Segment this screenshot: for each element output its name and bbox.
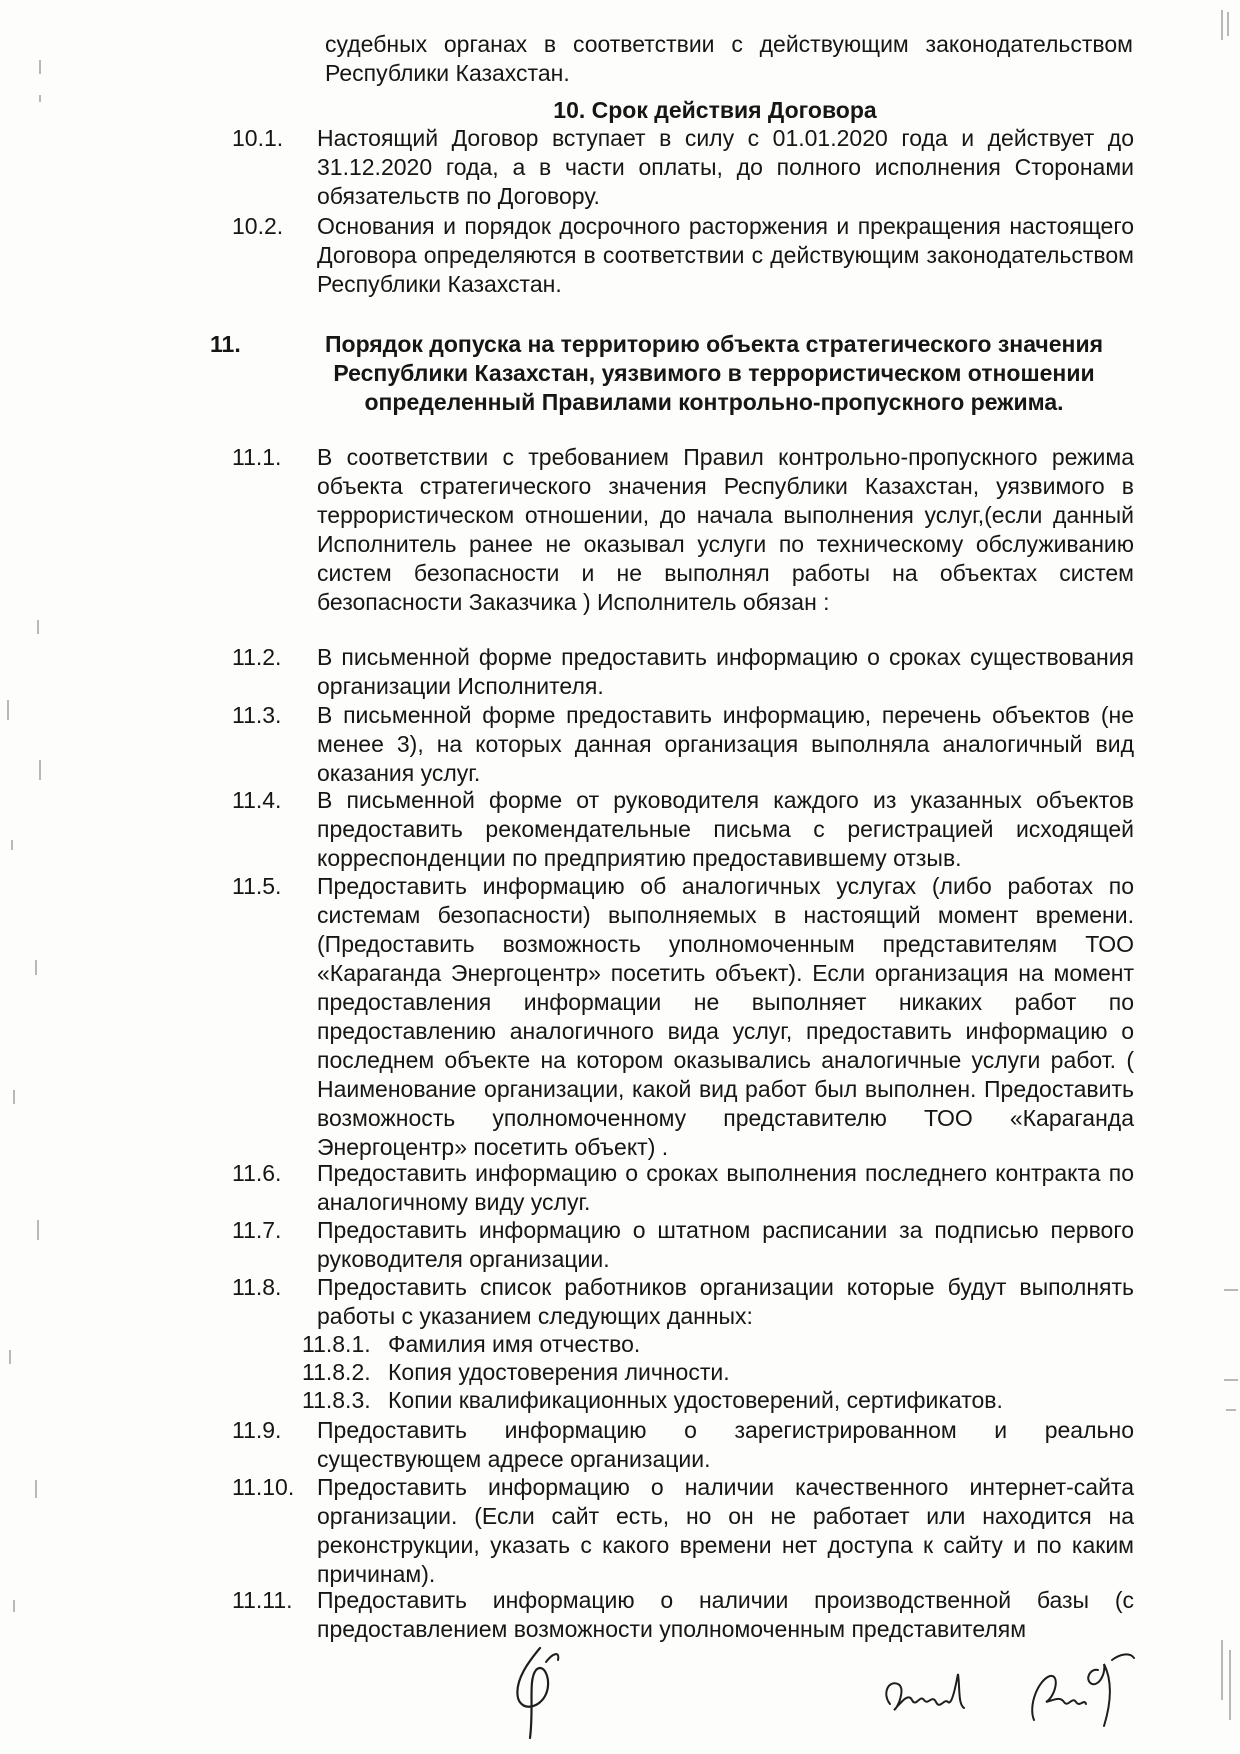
clause-text: Основания и порядок досрочного расторжения и прекращения настоящего Договора определяются в соответствии с действующим законодательством Республики Казахстан.: [317, 213, 1134, 297]
subclause-number: 11.8.1.: [302, 1331, 371, 1357]
clause-number: 11.2.: [232, 644, 282, 670]
clause-text: В письменной форме предоставить информацию, перечень объектов (не менее 3), на которых данная организация выполняла аналогичный вид оказания услуг.: [317, 702, 1134, 786]
subclause-text: Копии квалификационных удостоверений, сертификатов.: [388, 1387, 1003, 1413]
clause-number: 10.1.: [232, 125, 284, 151]
clause-text: Предоставить информацию о штатном расписании за подписью первого руководителя организации.: [317, 1217, 1134, 1272]
clause-number: 11.5.: [232, 873, 282, 899]
clause-number: 11.9.: [232, 1417, 282, 1443]
clause-number: 11.8.: [232, 1274, 282, 1300]
clause-number: 11.1.: [232, 444, 282, 470]
subclause-number: 11.8.3.: [302, 1387, 371, 1413]
clause-text: В письменной форме от руководителя каждого из указанных объектов предоставить рекомендательные письма с регистрацией исходящей корреспонденции по предприятию предоставившему отзыв.: [317, 787, 1134, 871]
clause-number: 11.10.: [232, 1474, 295, 1500]
clause-text: В соответствии с требованием Правил контрольно-пропускного режима объекта стратегического значения Республики Казахстан, уязвимого в террористическом отношении, до начала выполнения услуг,(если данный Исполнитель ранее не оказывал услуги по техническому обслуживанию систем безопасности и не выполнял работы на объектах систем безопасности Заказчика ) Исполнитель обязан :: [317, 444, 1134, 615]
lead-text: судебных органах в соответствии с действующим законодательством Республики Казахстан.: [325, 31, 1133, 86]
clause-text: В письменной форме предоставить информацию о сроках существования организации Исполнителя.: [317, 644, 1134, 699]
clause-number: 11.7.: [232, 1217, 282, 1243]
clause-number: 11.6.: [232, 1160, 282, 1186]
clause-number: 11.3.: [232, 702, 282, 728]
clause-text: Настоящий Договор вступает в силу с 01.01.2020 года и действует до 31.12.2020 года, а в части оплаты, до полного исполнения Сторонами обязательств по Договору.: [317, 125, 1134, 209]
clause-text: Предоставить информацию о сроках выполнения последнего контракта по аналогичному виду услуг.: [317, 1160, 1134, 1215]
clause-number: 11.11.: [232, 1587, 293, 1613]
clause-number: 11.4.: [232, 787, 282, 813]
section-11-title: Порядок допуска на территорию объекта стратегического значения Республики Казахстан, уязвимого в террористическом отношении определенный Правилами контрольно-пропускного режима.: [324, 331, 1104, 415]
section-10-title: 10. Срок действия Договора: [553, 97, 877, 123]
clause-text: Предоставить информацию о зарегистрированном и реально существующем адресе организации.: [317, 1417, 1134, 1472]
subclause-number: 11.8.2.: [302, 1359, 371, 1385]
clause-text: Предоставить информацию о наличии качественного интернет-сайта организации. (Если сайт есть, но он не работает или находится на реконструкции, указать с какого времени нет доступа к сайту и по каким причинам).: [317, 1474, 1134, 1587]
clause-text: Предоставить информацию о наличии производственной базы (с предоставлением возможности уполномоченным представителям: [317, 1587, 1134, 1642]
clause-number: 10.2.: [232, 213, 284, 239]
clause-text: Предоставить информацию об аналогичных услугах (либо работах по системам безопасности) выполняемых в настоящий момент времени. (Предоставить возможность уполномоченным представителям ТОО «Караганда Энергоцентр» посетить объект). Если организация на момент предоставления информации не выполняет никаких работ по предоставлению аналогичного вида услуг, предоставить информацию о последнем объекте на котором оказывались аналогичные услуги работ. ( Наименование организации, какой вид работ был выполнен. Предоставить возможность уполномоченному представителю ТОО «Караганда Энергоцентр» посетить объект) .: [317, 873, 1134, 1160]
subclause-text: Фамилия имя отчество.: [388, 1331, 641, 1357]
section-11-number: 11.: [210, 331, 241, 357]
subclause-text: Копия удостоверения личности.: [388, 1359, 730, 1385]
clause-text: Предоставить список работников организации которые будут выполнять работы с указанием следующих данных:: [317, 1274, 1134, 1329]
